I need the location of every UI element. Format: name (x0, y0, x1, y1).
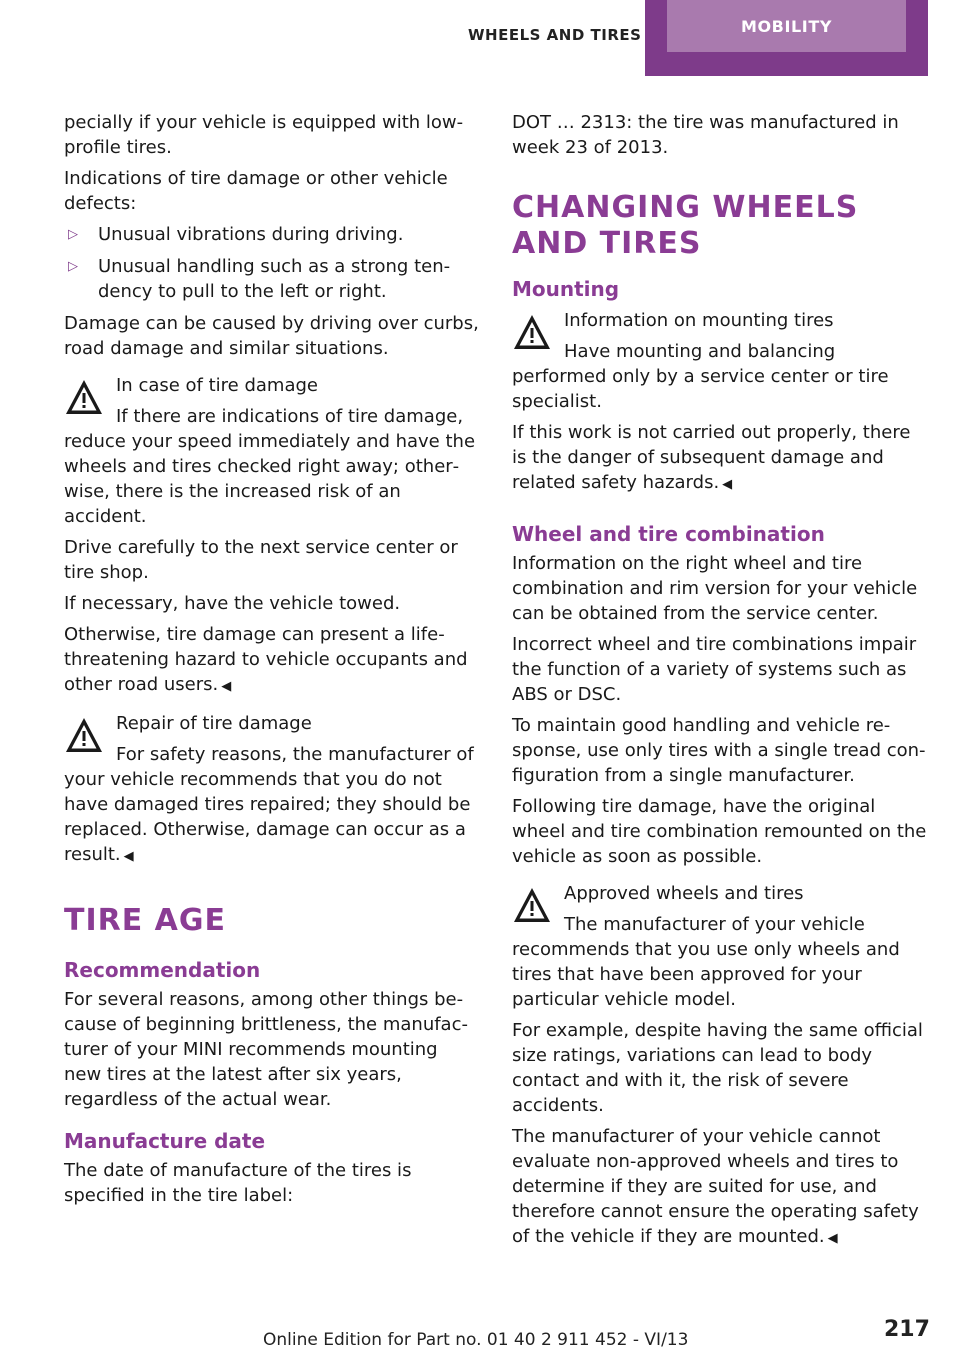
warning-box-tire-damage (64, 373, 480, 529)
list-item (64, 222, 480, 247)
warning-triangle-icon (64, 377, 104, 417)
warning-triangle-icon (512, 885, 552, 925)
paragraph-text: If this work is not carried out properly, there is the danger of subsequent damage and related safety hazards. (512, 422, 911, 493)
warning-title: In case of tire damage (116, 375, 318, 396)
end-mark-icon: ◀ (221, 679, 232, 694)
chapter-tab (645, 0, 928, 76)
indications-list (64, 222, 480, 304)
warning-text: The manufacturer of your vehicle recommends that you use only wheels and tires that have been approved for your particular vehicle model. (512, 914, 900, 1010)
list-item-text: Unusual handling such as a strong tendency to pull to the left or right. (98, 256, 451, 302)
paragraph: pecially if your vehicle is equipped with lowprofile tires. (64, 112, 464, 158)
warning-triangle-icon (512, 312, 552, 352)
warning-text: If there are indications of tire damage, reduce your speed immediately and have the wheels and tires checked right away; otherwise, there is the increased risk of an accident. (64, 406, 476, 527)
warning-text: For safety reasons, the manufacturer of your vehicle recommends that you do not have damaged tires repaired; they should be replaced. Otherwise, damage can occur as a result. ◀ (64, 744, 474, 865)
right-column (512, 110, 928, 1257)
chapter-tab-label: MOBILITY (667, 0, 906, 52)
paragraph: Indications of tire damage or other vehicle defects: (64, 168, 448, 214)
end-mark-icon: ◀ (722, 477, 733, 492)
paragraph: Damage can be caused by driving over curbs, road damage and similar situations. (64, 313, 479, 359)
warning-box-mounting (512, 308, 928, 414)
paragraph: Following tire damage, have the original wheel and tire combination remounted on the vehicle as soon as possible. (512, 796, 927, 867)
paragraph (64, 622, 480, 699)
paragraph: Information on the right wheel and tire combination and rim version for your vehicle can be obtained from the service center. (512, 553, 918, 624)
list-item (64, 254, 480, 304)
paragraph-text: Otherwise, tire damage can present a life-threatening hazard to vehicle occupants and other road users. (64, 624, 468, 695)
section-heading-changing-wheels: CHANGING WHEELS AND TIRES (512, 190, 859, 261)
subheading-wheel-tire-combination: Wheel and tire combination (512, 522, 825, 546)
paragraph: To maintain good handling and vehicle response, use only tires with a single tread configuration from a single manufacturer. (512, 715, 926, 786)
header-section-title: WHEELS AND TIRES (468, 26, 642, 44)
warning-text: Have mounting and balancing performed only by a service center or tire specialist. (512, 341, 889, 412)
paragraph: For several reasons, among other things because of beginning brittleness, the manufacturer of your MINI recommends mounting new tires at the latest after six years, regardless of the actual wear. (64, 989, 468, 1110)
paragraph: For example, despite having the same official size ratings, variations can lead to body contact and with it, the risk of severe accidents. (512, 1020, 923, 1116)
paragraph: Drive carefully to the next service center or tire shop. (64, 537, 458, 583)
subheading-manufacture-date: Manufacture date (64, 1129, 266, 1153)
list-item-text: Unusual vibrations during driving. (98, 224, 404, 245)
triangle-right-icon: ▷ (68, 227, 78, 242)
warning-title: Information on mounting tires (564, 310, 834, 331)
warning-title: Approved wheels and tires (564, 883, 804, 904)
paragraph: The date of manufacture of the tires is specified in the tire label: (64, 1160, 412, 1206)
warning-box-approved-wheels (512, 881, 928, 1012)
page-number: 217 (884, 1317, 930, 1342)
end-mark-icon: ◀ (827, 1231, 838, 1246)
end-mark-icon: ◀ (123, 849, 134, 864)
warning-triangle-icon (64, 715, 104, 755)
paragraph (512, 1124, 928, 1251)
warning-box-repair (64, 711, 480, 869)
left-column (64, 110, 480, 1214)
paragraph: Incorrect wheel and tire combinations impair the function of a variety of systems such as ABS or DSC. (512, 634, 917, 705)
paragraph: DOT … 2313: the tire was manufactured in week 23 of 2013. (512, 112, 899, 158)
section-heading-tire-age: TIRE AGE (64, 903, 226, 938)
footer-edition: Online Edition for Part no. 01 40 2 911 452 - VI/13 (263, 1330, 689, 1350)
paragraph: If necessary, have the vehicle towed. (64, 593, 401, 614)
paragraph (512, 420, 928, 497)
subheading-recommendation: Recommendation (64, 958, 261, 982)
warning-title: Repair of tire damage (116, 713, 312, 734)
paragraph-text: The manufacturer of your vehicle cannot evaluate non-approved wheels and tires to determine if they are suited for use, and therefore cannot ensure the operating safety of the vehicle if they are mounted. (512, 1126, 919, 1247)
triangle-right-icon: ▷ (68, 259, 78, 274)
subheading-mounting: Mounting (512, 277, 620, 301)
